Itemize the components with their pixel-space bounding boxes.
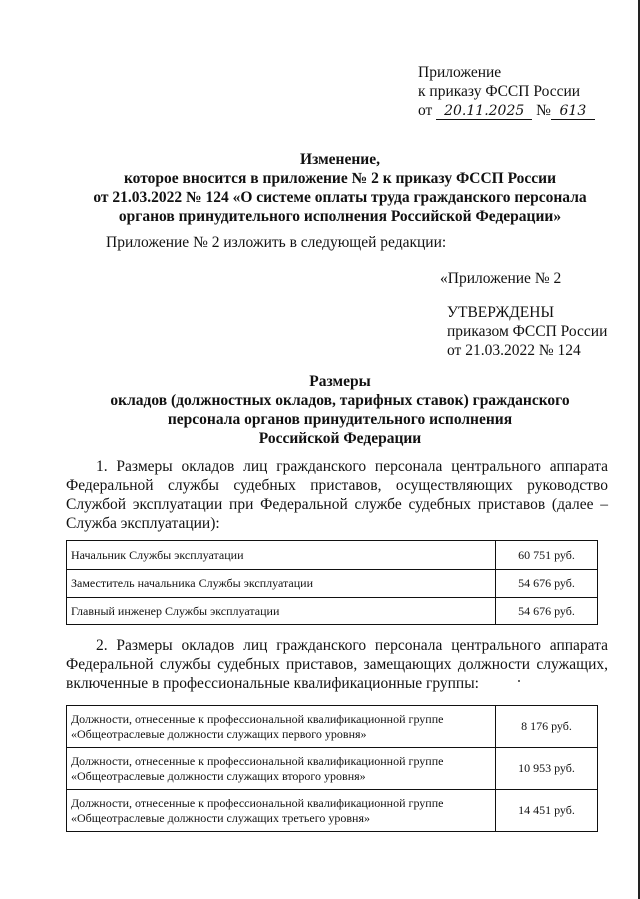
position-line: Должности, отнесенные к профессиональной квалификационной группе xyxy=(71,753,444,768)
position-line: «Общеотраслевые должности служащих второго уровня» xyxy=(71,768,366,783)
salary-cell: 54 676 руб. xyxy=(496,598,598,625)
amendment-title-line: которое вносится в приложение № 2 к приказу ФССП России xyxy=(123,170,557,187)
amendment-title xyxy=(40,150,640,226)
salary-cell: 60 751 руб. xyxy=(496,541,598,570)
amendment-title-line: Изменение, xyxy=(300,151,380,168)
number-label: № xyxy=(536,102,551,119)
position-line: Должности, отнесенные к профессиональной квалификационной группе xyxy=(71,711,444,726)
salary-cell: 14 451 руб. xyxy=(496,790,598,832)
position-cell: Заместитель начальника Службы эксплуатации xyxy=(67,570,496,598)
sizes-title-line: окладов (должностных окладов, тарифных ставок) гражданского xyxy=(110,392,570,409)
table-row xyxy=(67,748,598,790)
table-row xyxy=(67,598,598,625)
salary-table-qualification-groups xyxy=(66,705,598,832)
table-row xyxy=(67,541,598,570)
from-label: от xyxy=(418,102,433,119)
appendix-label: Приложение xyxy=(418,64,502,81)
table-row xyxy=(67,706,598,748)
section1-paragraph: 1. Размеры окладов лиц гражданского персонала центрального аппарата Федеральной службы судебных приставов, осуществляющих руководство Службой эксплуатации при Федеральной службе судебных приставов (далее – Служба эксплуатации): xyxy=(66,458,608,532)
position-line: «Общеотраслевые должности служащих третьего уровня» xyxy=(71,810,370,825)
approved-label: УТВЕРЖДЕНЫ xyxy=(447,304,554,321)
sizes-title-line: персонала органов принудительного исполнения xyxy=(167,411,513,428)
handwritten-date: 20.11.2025 xyxy=(436,103,532,120)
table-row xyxy=(67,570,598,598)
speck xyxy=(518,680,520,682)
approved-by-order: приказом ФССП России xyxy=(447,323,608,340)
new-appendix-label: «Приложение № 2 xyxy=(440,270,562,287)
order-reference: к приказу ФССП России xyxy=(418,83,581,100)
salary-table-management xyxy=(66,540,598,625)
salary-cell: 54 676 руб. xyxy=(496,570,598,598)
sizes-title-line: Размеры xyxy=(309,373,371,390)
approval-block xyxy=(447,303,637,360)
table-row xyxy=(67,790,598,832)
approved-date: от 21.03.2022 № 124 xyxy=(447,342,581,359)
section2-paragraph: 2. Размеры окладов лиц гражданского персонала центрального аппарата Федеральной службы судебных приставов, замещающих должности служащих, включенные в профессиональные квалификационные группы: xyxy=(66,637,608,692)
sizes-title-line: Российской Федерации xyxy=(258,430,422,447)
position-cell: Главный инженер Службы эксплуатации xyxy=(67,598,496,625)
amendment-title-line: от 21.03.2022 № 124 «О системе оплаты труда гражданского персонала xyxy=(93,189,587,206)
position-cell: Начальник Службы эксплуатации xyxy=(67,541,496,570)
handwritten-number: 613 xyxy=(551,103,595,120)
position-cell xyxy=(67,748,496,790)
position-cell xyxy=(67,706,496,748)
position-cell xyxy=(67,790,496,832)
order-date-line xyxy=(418,101,628,120)
position-line: Должности, отнесенные к профессиональной квалификационной группе xyxy=(71,795,444,810)
salary-cell: 8 176 руб. xyxy=(496,706,598,748)
sizes-title xyxy=(40,372,640,448)
instruction-text: Приложение № 2 изложить в следующей редакции: xyxy=(106,234,447,251)
header-block xyxy=(418,63,628,120)
salary-cell: 10 953 руб. xyxy=(496,748,598,790)
position-line: «Общеотраслевые должности служащих первого уровня» xyxy=(71,726,367,741)
amendment-title-line: органов принудительного исполнения Российской Федерации» xyxy=(118,208,562,225)
